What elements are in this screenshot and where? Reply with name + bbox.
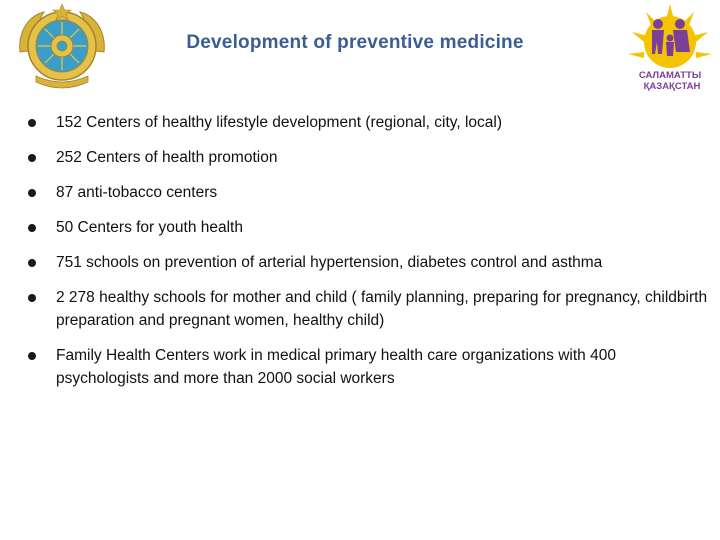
bullet-text: 252 Centers of health promotion xyxy=(56,149,278,166)
state-emblem-icon xyxy=(14,2,110,90)
bullet-list xyxy=(28,111,708,390)
list-item xyxy=(28,111,708,134)
page-title: Development of preventive medicine xyxy=(186,32,524,53)
bullet-text: 152 Centers of healthy lifestyle development (regional, city, local) xyxy=(56,114,502,131)
bullet-dot-icon xyxy=(28,352,36,360)
bullet-dot-icon xyxy=(28,224,36,232)
bullet-dot-icon xyxy=(28,119,36,127)
bullet-text: 87 anti-tobacco centers xyxy=(56,184,218,201)
list-item xyxy=(28,251,708,274)
list-item xyxy=(28,344,708,390)
list-item xyxy=(28,181,708,204)
bullet-text: Family Health Centers work in medical primary health care organizations with 400 psychologists and more than 2000 social workers xyxy=(56,347,616,387)
bullet-dot-icon xyxy=(28,259,36,267)
bullet-dot-icon xyxy=(28,154,36,162)
logo-text-line-2: ҚАЗАҚСТАН xyxy=(643,81,701,92)
logo-text-line-1: САЛАМАТТЫ xyxy=(638,70,702,81)
bullet-text: 2 278 healthy schools for mother and child ( family planning, preparing for pregnancy, childbirth preparation and pregnant women, healthy child) xyxy=(56,289,708,329)
bullet-dot-icon xyxy=(28,294,36,302)
list-item xyxy=(28,146,708,169)
list-item xyxy=(28,216,708,239)
bullet-dot-icon xyxy=(28,189,36,197)
list-item xyxy=(28,286,708,332)
bullet-text: 751 schools on prevention of arterial hypertension, diabetes control and asthma xyxy=(56,254,603,271)
salamatty-kazakhstan-logo-icon xyxy=(622,0,718,96)
bullet-text: 50 Centers for youth health xyxy=(56,219,243,236)
